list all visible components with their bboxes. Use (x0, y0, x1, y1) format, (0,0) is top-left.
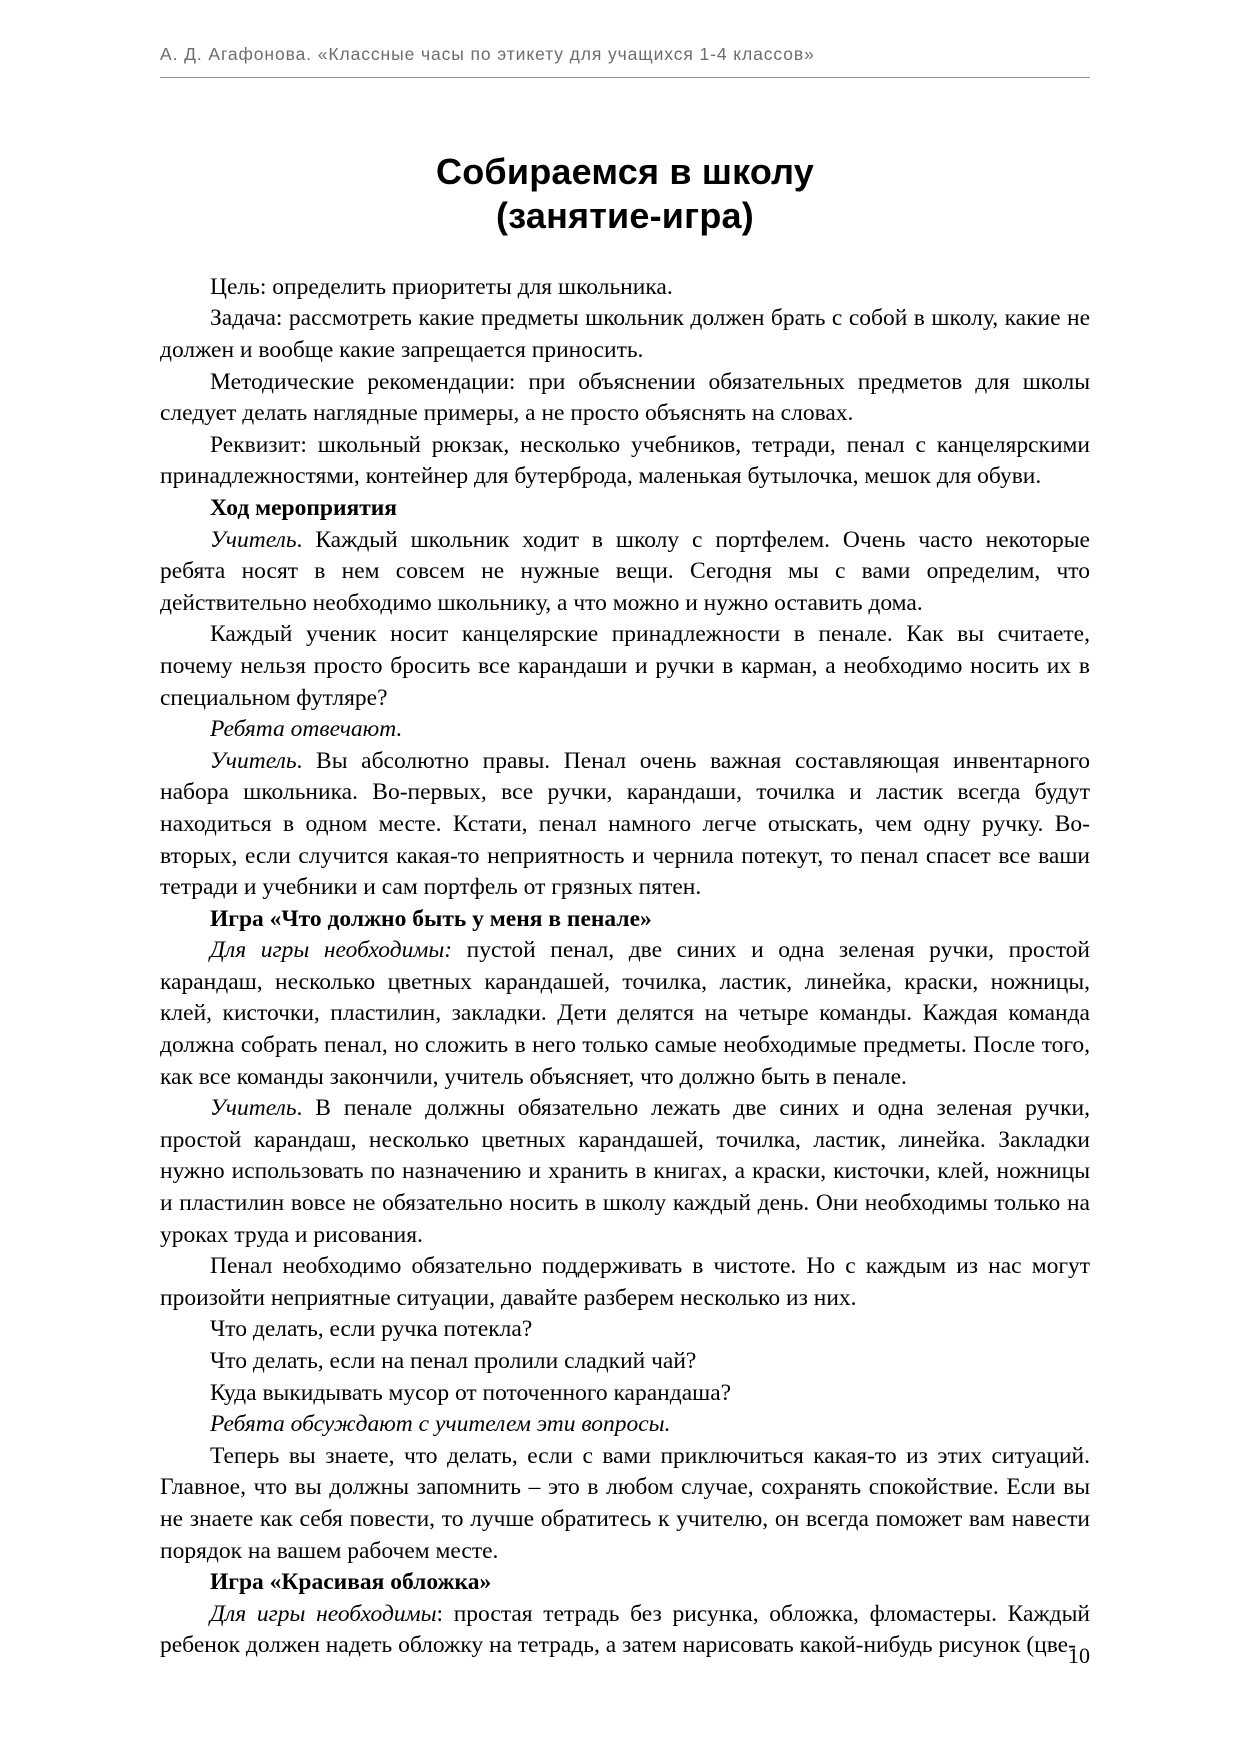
question-2: Что делать, если на пенал пролили сладкий чай? (210, 1348, 697, 1374)
paragraph-goal: Цель: определить приоритеты для школьника. (210, 273, 673, 300)
question-1: Что делать, если ручка потекла? (210, 1316, 533, 1343)
paragraph-methodical-recommendations: Методические рекомендации: при объяснении обязательных предметов для школы следует делать наглядные примеры, а не просто объяснять на словах. (160, 368, 1090, 427)
paragraph-now-you-know: Теперь вы знаете, что делать, если с вами приключиться какая-то из этих ситуаций. Главное, что вы должны запомнить – это в любом случае, сохранять спокойствие. Если вы не знаете как себя повести, то лучше обратитесь к учителю, он всегда поможет вам навести порядок на вашем рабочем месте. (160, 1442, 1090, 1564)
paragraph-kids-discuss: Ребята обсуждают с учителем эти вопросы. (210, 1411, 671, 1438)
heading-game-pencil-case: Игра «Что должно быть у меня в пенале» (210, 905, 652, 932)
paragraph-pencil-case: Каждый ученик носит канцелярские принадлежности в пенале. Как вы считаете, почему нельзя просто бросить все карандаши и ручки в карман, а необходимо носить их в специальном футляре? (160, 621, 1090, 711)
paragraph-teacher-1-text: . Каждый школьник ходит в школу с портфелем. Очень часто некоторые ребята носят в нем совсем не нужные вещи. Сегодня мы с вами определим, что действительно необходимо школьнику, а что можно и нужно оставить дома. (160, 526, 1090, 616)
paragraph-kids-answer: Ребята отвечают. (210, 716, 403, 743)
question-3: Куда выкидывать мусор от поточенного карандаша? (210, 1379, 732, 1406)
game2-requirements-label: Для игры необходимы (210, 1600, 437, 1627)
speaker-label-teacher-1: Учитель (210, 526, 297, 553)
paragraph-teacher-2-text: . Вы абсолютно правы. Пенал очень важная составляющая инвентарного набора школьника. Во-первых, все ручки, карандаши, точилка и ластик всегда будут находиться в одном месте. Кстати, пенал намного легче отыскать, чем одну ручку. Во-вторых, если случится какая-то неприятность и чернила потекут, то пенал спасет все ваши тетради и учебники и сам портфель от грязных пятен. (160, 747, 1090, 901)
running-head: А. Д. Агафонова. «Классные часы по этикету для учащихся 1-4 классов» (160, 44, 815, 64)
paragraph-teacher-3 (160, 1093, 1090, 1251)
game1-requirements-text: пустой пенал, две синих и одна зеленая ручки, простой карандаш, несколько цветных карандашей, точилка, ластик, линейка, краски, ножницы, клей, кисточки, пластилин, закладки. Дети делятся на четыре команды. Каждая команда должна собрать пенал, но сложить в него только самые необходимые предметы. После того, как все команды закончили, учитель объясняет, что должно быть в пенале. (160, 937, 1090, 1090)
paragraph-task: Задача: рассмотреть какие предметы школьник должен брать с собой в школу, какие не должен и вообще какие запрещается приносить. (160, 305, 1090, 363)
header-divider (160, 77, 1090, 78)
paragraph-game1-requirements (160, 935, 1090, 1093)
heading-game-beautiful-cover: Игра «Красивая обложка» (210, 1569, 492, 1596)
heading-course-of-event: Ход мероприятия (210, 494, 398, 521)
page-number: 10 (1068, 1643, 1090, 1668)
page-content (160, 44, 1090, 1662)
speaker-label-teacher-3: Учитель (210, 1095, 297, 1122)
speaker-label-teacher-2: Учитель (210, 747, 297, 774)
paragraph-teacher-1 (160, 525, 1090, 620)
game2-requirements-text: : простая тетрадь без рисунка, обложка, фломастеры. Каждый ребенок должен надеть обложку на тетрадь, а затем нарисовать какой-нибудь рисунок (цве- (160, 1600, 1090, 1659)
page-title-line-2: (занятие-игра) (496, 194, 754, 236)
paragraph-teacher-2 (160, 746, 1090, 904)
paragraph-teacher-3-text: . В пенале должны обязательно лежать две синих и одна зеленая ручки, простой карандаш, несколько цветных карандашей, точилка, ластик, линейка. Закладки нужно использовать по назначению и хранить в книгах, а краски, кисточки, клей, ножницы и пластилин вовсе не обязательно носить в школу каждый день. Они необходимы только на уроках труда и рисования. (160, 1095, 1090, 1248)
paragraph-keep-clean: Пенал необходимо обязательно поддерживать в чистоте. Но с каждым из нас могут произойти неприятные ситуации, давайте разберем несколько из них. (160, 1253, 1090, 1311)
game1-requirements-label: Для игры необходимы: (210, 937, 453, 964)
paragraph-props: Реквизит: школьный рюкзак, несколько учебников, тетради, пенал с канцелярскими принадлежностями, контейнер для бутерброда, маленькая бутылочка, мешок для обуви. (160, 431, 1090, 490)
body-text (160, 272, 1090, 1662)
page-title (160, 150, 1090, 238)
page-title-line-1: Собираемся в школу (436, 151, 814, 192)
paragraph-game2-requirements (160, 1599, 1090, 1662)
